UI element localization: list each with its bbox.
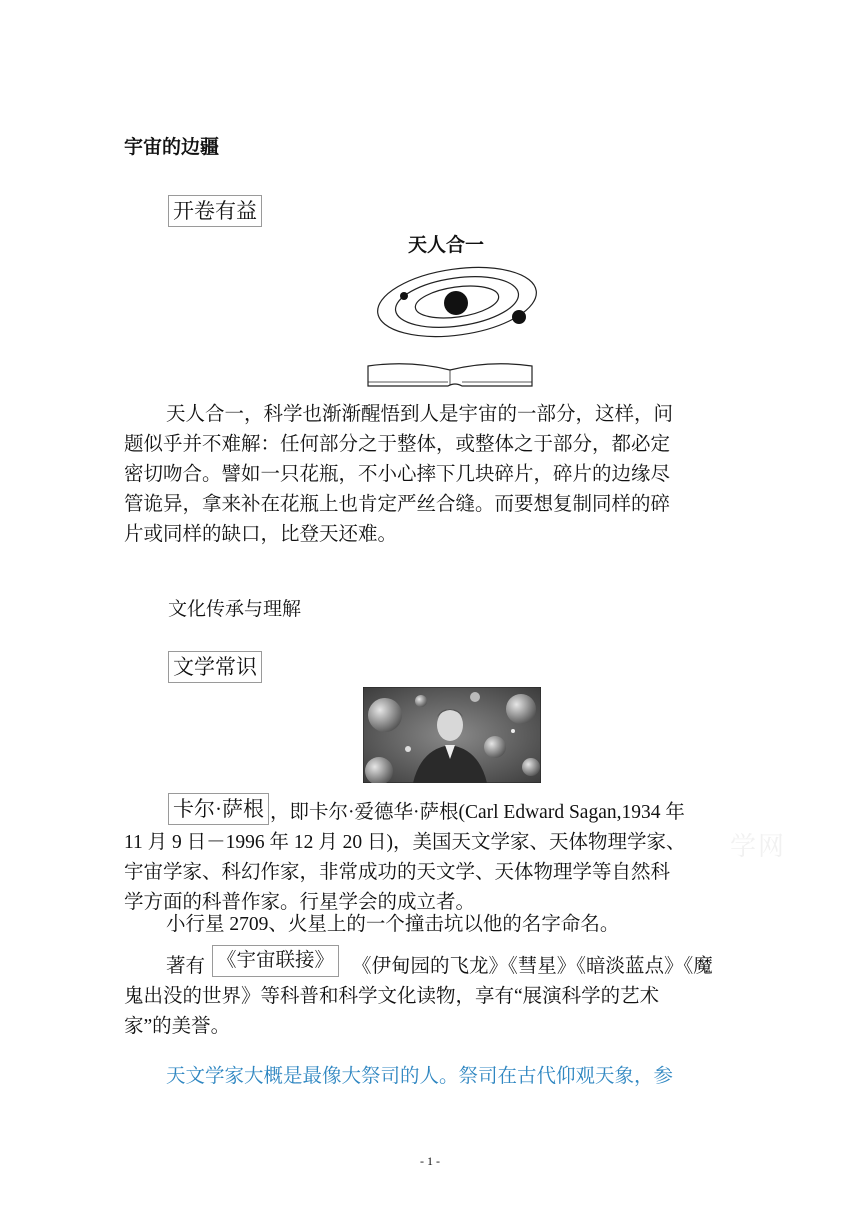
works-prefix: 著有 [166,956,206,977]
works-title-box: 《宇宙联接》 [212,945,339,977]
section-heading-culture: 文化传承与理解 [168,598,302,620]
person-name-box: 卡尔·萨根 [168,793,269,825]
paragraph-tianren: 天人合一，科学也渐渐醒悟到人是宇宙的一部分，这样，问 题似乎并不难解：任何部分之于整体，或整体之于部分，都必定 密切吻合。譬如一只花瓶，不小心摔下几块碎片，碎片的边缘尽 管诡异，拿来补在花瓶上也肯定严丝合缝。而要想复制同样的碎 片或同样的缺口，比登天还难。 [124,404,674,545]
planet-icon [512,310,526,324]
sagan-portrait-photo [363,687,541,783]
sun-icon [444,291,468,315]
works-paragraph: 鬼出没的世界》等科普和科学文化读物，享有“展演科学的艺术 家”的美誉。 [124,986,660,1037]
page-title: 宇宙的边疆 [124,136,220,158]
section-label-literature: 文学常识 [168,651,262,683]
page-number: - 1 - [420,1154,440,1168]
blue-quote-line: 天文学家大概是最像大祭司的人。祭司在古代仰观天象，参 [166,1066,674,1087]
moon-icon [400,292,408,300]
section-label-kaijuan: 开卷有益 [168,195,262,227]
asteroid-line: 小行星 2709、火星上的一个撞击坑以他的名字命名。 [166,914,620,935]
bio-line-1: ，即卡尔·爱德华·萨根(Carl Edward Sagan,1934 年 [270,802,685,823]
watermark-text: 学网 [730,832,787,861]
figure-title: 天人合一 [408,234,485,256]
bio-paragraph: 11 月 9 日－1996 年 12 月 20 日)，美国天文学家、天体物理学家、 宇宙学家、科幻作家，非常成功的天文学、天体物理学等自然科 学方面的科普作家。行星学会的成立者。 [124,832,686,913]
works-line-1: 《伊甸园的飞龙》《彗星》《暗淡蓝点》《魔 [352,956,713,977]
orbit-book-illustration [360,258,550,398]
